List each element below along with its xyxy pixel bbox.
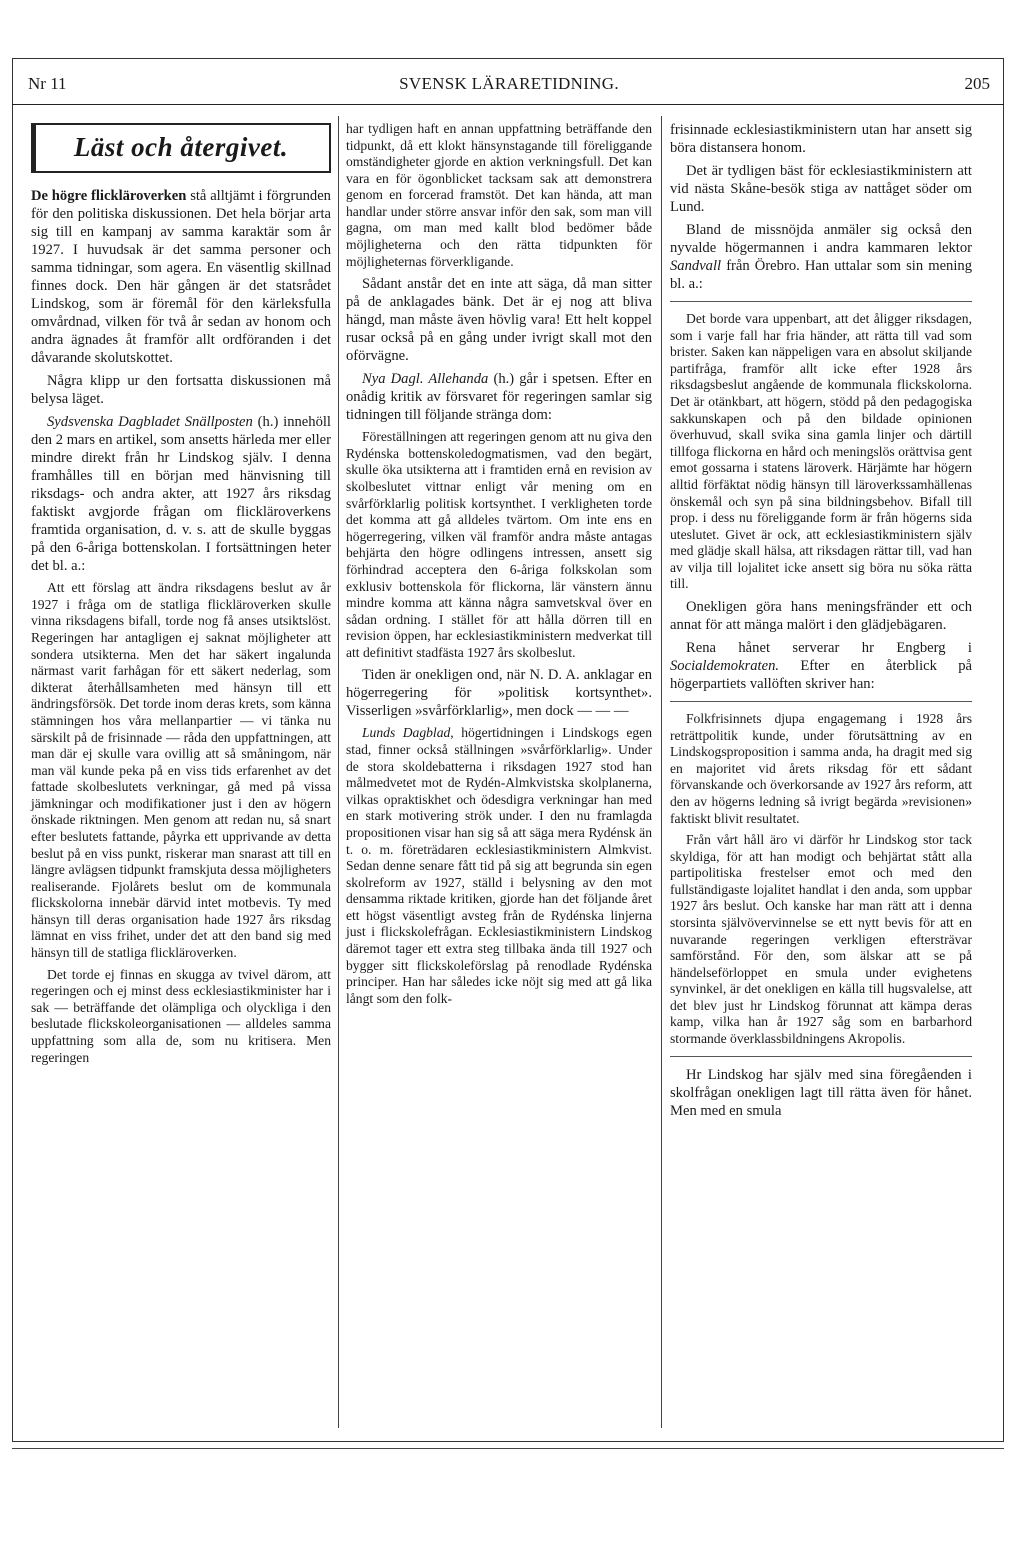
paragraph [346,370,652,424]
header-rule [12,104,1004,105]
paragraph-text: Bland de missnöjda anmäler sig också den nyvalde högermannen i andra kammaren lektor [670,222,972,257]
column-3 [670,121,972,1125]
paragraph-text: Rena hånet serverar hr Engberg i [686,640,972,656]
paragraph: Några klipp ur den fortsatta diskussionen må belysa läget. [31,373,331,408]
column-rule-1 [338,116,339,1428]
column-1 [31,121,331,1071]
quote-paragraph: Att ett förslag att ändra riksdagens beslut av år 1927 i fråga om de statliga flickläroverken skulle vinna riksdagens bifall, torde nog få anses utsiktslöst. Regeringen har antagligen ej saknat möjligheter att sondera utsikterna. Men det har säkert ingalunda närmast varit farhågan för ett säkert nederlag, som dikterat återhållsamheten med hänsyn till ett ändringsförsök. Det torde inom deras krets, som känna stämningen hos våra mellanpartier — vi tänka nu särskilt på de frisinnade — råda den uppfattningen, att man där ej skulle vara ovillig att så småningom, när man väl kunde peka på en viss tids erfarenhet av det fattade skolbeslutets verkningar, gå med på vissa jämkningar och modifikationer just i den av högern önskade riktningen. Men genom att redan nu, så snart efter beslutets fattande, påyrka ett upprivande av detta beslut på en viss punkt, riskerar man snarast att till en längre avlägsen tidpunkt framskjuta dessa möjligheters realiserande. Fjolårets beslut om de kommunala flickskolorna innebär därvid intet motbevis. Ty med hänsyn till deras organisation hade 1927 års riksdag lämnat en viss frihet, under det att den band sig med hänsyn till de statliga flickläroverken. [31,580,331,961]
source-name: Nya Dagl. Allehanda [362,371,489,388]
paragraph: Sådant anstår det en inte att säga, då man sitter på de anklagades bänk. Det är ej nog att bliva hängd, man måste även hövlig vara! Ett helt koppel rusar också på en gång under ivrigt skall mot den oförvägne. [346,276,652,365]
paragraph: Tiden är onekligen ond, när N. D. A. anklagar en högerregering för »politisk kortsynthet». Visserligen »svårförklarlig», men dock — — — [346,667,652,720]
paragraph-text: (h.) innehöll den 2 mars en artikel, som ansetts härleda mer eller mindre direkt från hr Lindskog själv. I denna framhålles till en början med hänvisning till riksdags- och andra akter, att 1927 års riksdag faktiskt avgjorde frågan om flickläroverkens framtida organisation, d. v. s. att de skulle byggas på den 6-åriga bottenskolan. I fortsättningen heter det bl. a.: [31,414,331,575]
section-divider [670,701,972,702]
issue-number: Nr 11 [28,74,67,93]
column-rule-2 [661,116,662,1428]
paragraph: Det är tydligen bäst för ecklesiastikministern att vid nästa Skåne-besök stiga av nattåget söder om Lund. [670,163,972,216]
quote-paragraph: Folkfrisinnets djupa engagemang i 1928 års reträttpolitik kunde, under förutsättning av en Lindskogsproposition i samma anda, ha dragit med sig en majoritet vid årets riksdag för ett sådant förvanskande och överkorsande av 1927 års reform, att den av högerns ledning så ivrigt begärda »revisionen» faktiskt blivit resultatet. [670,711,972,826]
paragraph [31,413,331,575]
section-divider [670,301,972,302]
paragraph-text: högertidningen i Lindskogs egen stad, finner också ställningen »svårförklarlig». Under de stora skoldebatterna i riksdagen 1927 stod han målmedvetet mot de Rydén-Almkvistska skolplanerna, vilkas opraktiskhet och ödesdigra verkningar han med en stark motivering strök under. I den nu framlagda propositionen visar han sig så att säga mera Rydénsk än t. o. m. företrädaren ecklesiastikministern Almkvist. Sedan denne senare fått tid på sig att begrunda sin egen skolreform av 1927, ställd i belysning av den mot densamma riktade kritiken, gjorde han det följande året ett högst väsentligt avsteg från de Rydénska linjerna just i flickskolefrågan. Ecklesiastikministern Lindskog däremot tager ett extra steg tillbaka ända till 1927 och bygger sitt flickskoleförslag på renodlade Rydénska principer. Han har således icke nöjt sig med att gå lika långt som den folk- [346,725,652,1006]
person-name: Sandvall [670,258,722,275]
quote-paragraph: Föreställningen att regeringen genom att nu giva den Rydénska bottenskoledogmatismen, vad den begärt, skulle öka utsikterna att i framtiden ernå en revision av skolbeslutet vittnar enligt vår mening om en svårförklarlig politisk kortsynthet. I verkligheten torde det komma att gå alldeles tvärtom. Om inte ens en högerregering, vilken väl framför andra måste antagas behjärta den högre odlingens intressen, ansett sig förhindrad acceptera den 6-åriga folkskolan som exklusiv bottenskola för flickorna, lär vänstern ännu mindre komma att känna några samvetskval över en sådan ordning. I stället för att hålla dörren till en revision öppen, har ecklesiastikministern medverkat till att definitivt stadfästa 1927 års skolbeslut. [346,429,652,660]
paragraph [670,221,972,293]
source-name: Lunds Dagblad, [362,725,454,741]
paragraph-text: (h.) går i spetsen. Efter en onådig kritik av försvaret för regeringen samlar sig tidningen till följande stränga dom: [346,371,652,424]
banner-side-bar [33,125,36,171]
quote-paragraph: Det torde ej finnas en skugga av tvivel därom, att regeringen och ej minst dess ecklesiastikminister har i sak — beträffande det olämpliga och olyckliga i den beslutade flickskoleorganisationen — alldeles samma uppfattning som alla de, som nu kritisera. Men regeringen [31,966,331,1065]
section-banner [31,123,331,173]
journal-title: SVENSK LÄRARETIDNING. [399,74,619,93]
paragraph-text: från Örebro. Han uttalar som sin mening bl. a.: [670,258,972,293]
paragraph: Onekligen göra hans meningsfränder ett och annat för att mänga malört i den glädjebägaren. [670,598,972,633]
footer-rule [12,1448,1004,1449]
running-header [28,74,990,98]
source-name: Socialdemokraten. [670,658,780,675]
column-2 [346,121,652,1012]
section-title: Läst och återgivet. [73,132,289,163]
quote-paragraph: Det borde vara uppenbart, att det åligger riksdagen, som i varje fall har fria händer, att rätta till vad som brister. Saken kan näppeligen vara en absolut skiljande partifråga, framför allt icke efter 1928 års riksdagsbeslut angående de kommunala flickskolorna. Det är otänkbart, att högern, stödd på den pedagogiska sakkunskapen och på den bildade opinionen överhuvud, skall svika sina gamla linjer och därtill tillfoga flickorna en hård och meningslös orättvisa gent emot gossarna i statens läroverk. Härjämte har högern alltid förfäktat nödig hänsyn till läroverkssamhällenas önskemål och syn på sina bildningsbehov. Bifall till prop. i dess nu föreliggande form är från högerns sida uteslutet. Givet är ock, att ecklesiastikministern själv med glädje skall hälsa, att riksdagen rättar till, vad han av vilja till lojalitet icke ansett sig böra nu söka rätta till. [670,311,972,592]
source-name: Sydsvenska Dagbladet Snällposten [47,414,253,431]
paragraph-text: Efter en återblick på högerpartiets vallöften skriver han: [670,658,972,693]
paragraph [670,639,972,693]
paragraph: frisinnade ecklesiastikministern utan har ansett sig böra distansera honom. [670,122,972,157]
section-divider [670,1056,972,1057]
paragraph: Hr Lindskog har själv med sina föregåenden i skolfrågan onekligen lagt till rätta även för hånet. Men med en smula [670,1066,972,1119]
paragraph [346,725,652,1007]
paragraph [31,187,331,367]
page-number: 205 [964,74,990,93]
lead-in: De högre flickläroverken [31,188,187,204]
quote-paragraph: har tydligen haft en annan uppfattning beträffande den tidpunkt, då ett klokt hänsynstagande till föreliggande omständigheter gjorde en aktion verkningsfull. Det kan vara en för ögonblicket tacksam sak att demonstrera genom en forcerad framstöt. Det kan hända, att man handlar under större ansvar inför den sak, som man vill gagna, om man med kallt blod bedömer både möjligheterna och den rätta tidpunkten för möjligheternas förverkligande. [346,121,652,269]
quote-paragraph: Från vårt håll äro vi därför hr Lindskog stor tack skyldiga, för att han modigt och behjärtat stått alla partipolitiska frestelser emot och med den fullständigaste lojalitet handlat i den anda, som uppbar 1927 års beslut. Och kanske har man rätt att i denna storsinta självövervinnelse se ett nytt bevis för att en nuvarande regeringen verkligen eftersträvar samförstånd. För den, som älskar att se på händelseförloppet en smula under evighetens synvinkel, är det onekligen en källa till hugsvalelse, att det blev just hr Lindskog förunnat att kämpa deras kamp, vilka han år 1927 såg som en barbarhord stormande överklassbildningens Akropolis. [670,832,972,1047]
paragraph-text: stå alltjämt i förgrunden för den politiska diskussionen. Det hela börjar arta sig till en kampanj av samma karaktär som år 1927. I huvudsak är det samma personer och samma tidningar, som agera. En väsentlig skillnad finnes dock. Den här gången är det statsrådet Lindskog, som är föremål för den kärleksfulla omvårdnad, vilken för två år sedan av honom och andra ägnades åt framför allt ordföranden i det dåvarande skolutskottet. [31,188,331,367]
